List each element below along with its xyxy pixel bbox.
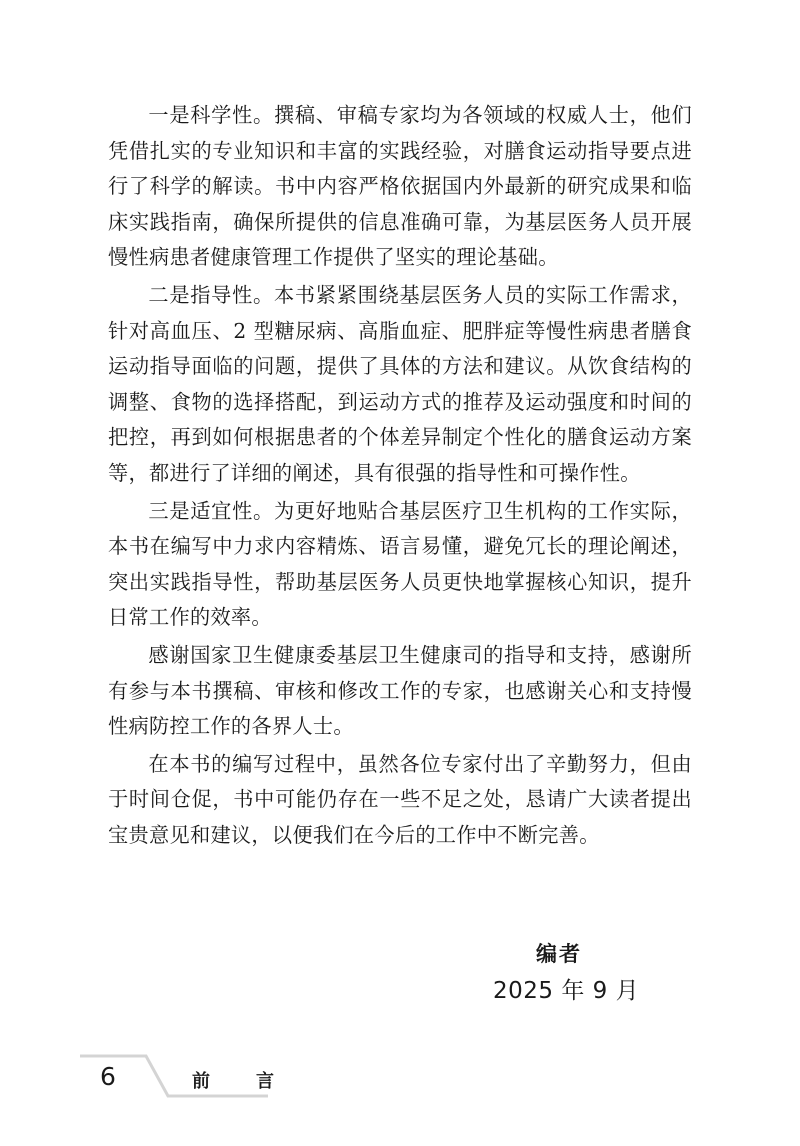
paragraph-guidance: 二是指导性。本书紧紧围绕基层医务人员的实际工作需求，针对高血压、2 型糖尿病、高脂血症、肥胖症等慢性病患者膳食运动指导面临的问题，提供了具体的方法和建议。从饮食结构的调整、食物的选择搭配，到运动方式的推荐及运动强度和时间的把控，再到如何根据患者的个体差异制定个性化的膳食运动方案等，都进行了详细的阐述，具有很强的指导性和可操作性。: [108, 282, 692, 485]
paragraph-scientific: 一是科学性。撰稿、审稿专家均为各领域的权威人士，他们凭借扎实的专业知识和丰富的实践经验，对膳食运动指导要点进行了科学的解读。书中内容严格依据国内外最新的研究成果和临床实践指南，确保所提供的信息准确可靠，为基层医务人员开展慢性病患者健康管理工作提供了坚实的理论基础。: [108, 103, 692, 270]
paragraph-acknowledgements: 感谢国家卫生健康委基层卫生健康司的指导和支持，感谢所有参与本书撰稿、审核和修改工作的专家，也感谢关心和支持慢性病防控工作的各界人士。: [108, 642, 692, 739]
section-title: 前言: [192, 1071, 320, 1092]
signature-date: 2025 年 9 月: [493, 978, 640, 1004]
signature-author: 编者: [536, 942, 582, 966]
page-number: 6: [100, 1062, 116, 1091]
body-text: [108, 98, 692, 853]
paragraph-closing: 在本书的编写过程中，虽然各位专家付出了辛勤努力，但由于时间仓促，书中可能仍存在一些不足之处，恳请广大读者提出宝贵意见和建议，以便我们在今后的工作中不断完善。: [108, 751, 692, 847]
paragraph-suitability: 三是适宜性。为更好地贴合基层医疗卫生机构的工作实际，本书在编写中力求内容精炼、语言易懂，避免冗长的理论阐述，突出实践指导性，帮助基层医务人员更快地掌握核心知识，提升日常工作的效率。: [108, 498, 692, 630]
